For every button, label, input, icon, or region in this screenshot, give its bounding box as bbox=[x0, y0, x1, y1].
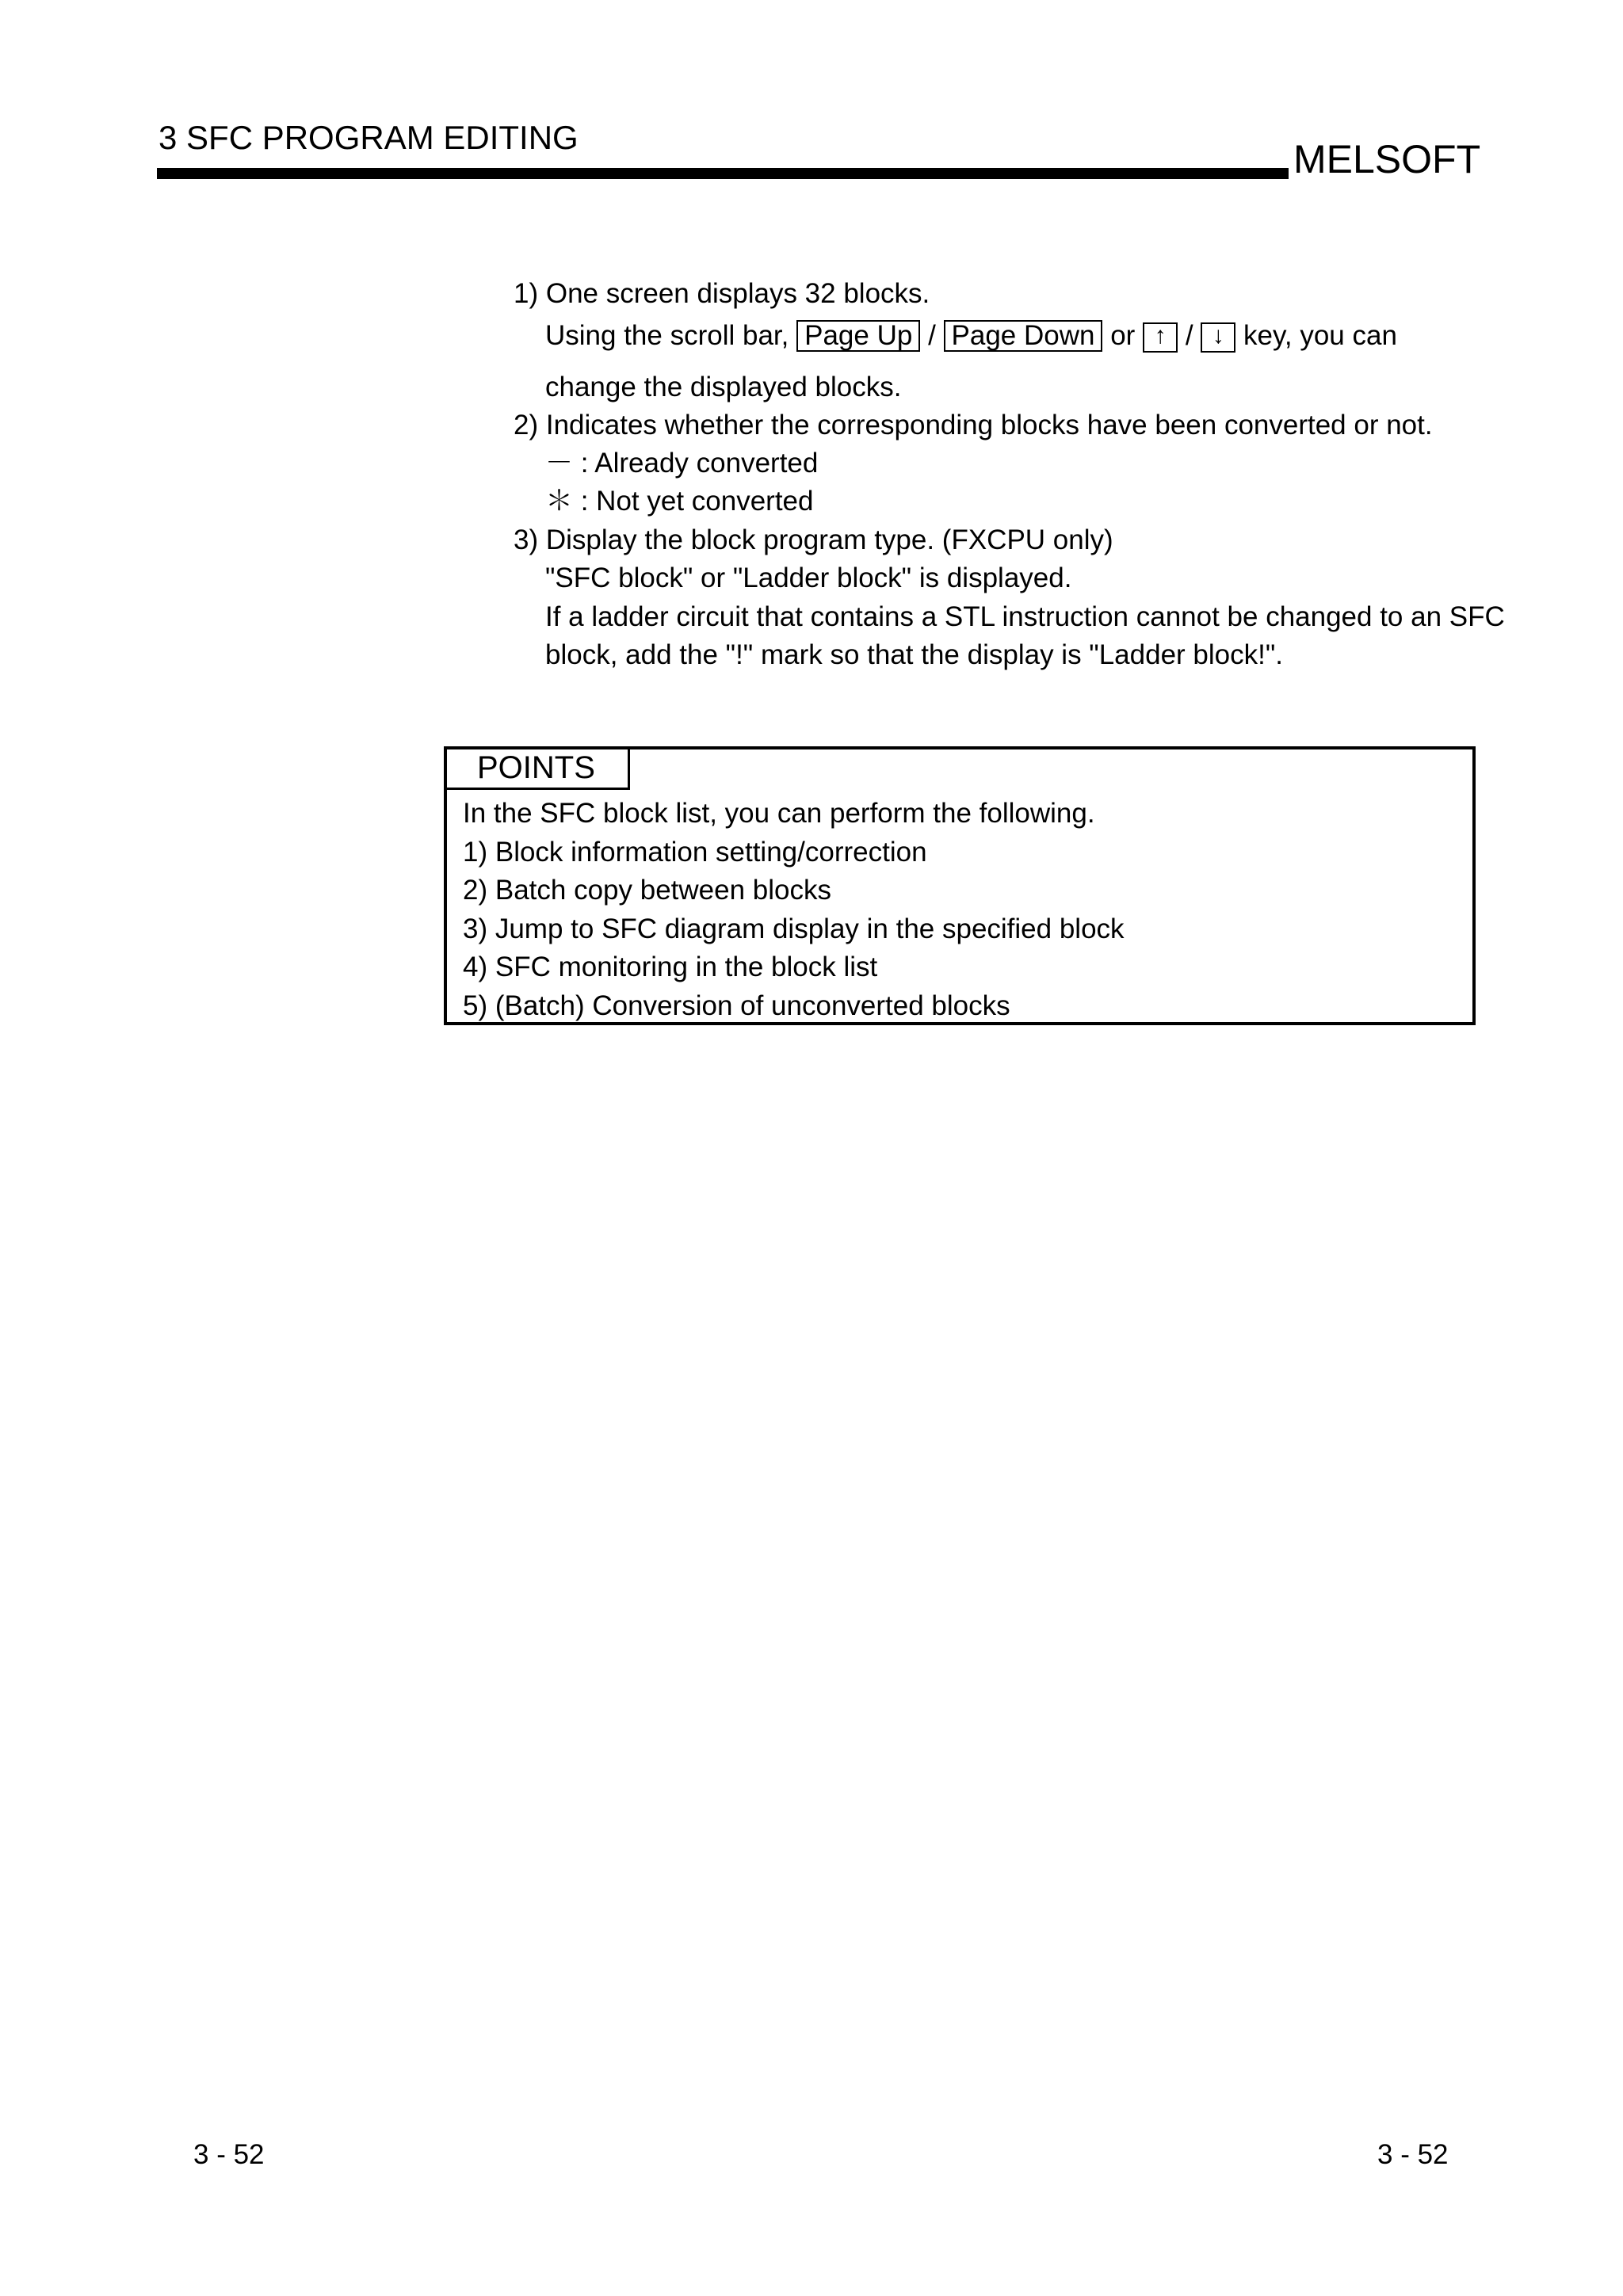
note-1-line-2 bbox=[545, 317, 1397, 355]
header-rule bbox=[157, 168, 1289, 179]
slash-separator: / bbox=[1185, 320, 1193, 351]
page-number-right: 3 - 52 bbox=[1377, 2139, 1449, 2170]
chapter-heading: 3 SFC PROGRAM EDITING bbox=[158, 119, 579, 156]
note-3-line-3: If a ladder circuit that contains a STL instruction cannot be changed to an SFC bbox=[545, 601, 1505, 632]
points-label: POINTS bbox=[477, 750, 595, 785]
or-text: or bbox=[1110, 320, 1136, 351]
note-1-prefix: Using the scroll bar, bbox=[545, 320, 789, 351]
down-arrow-key-icon: ↓ bbox=[1201, 322, 1235, 353]
note-2-line-2: － : Already converted bbox=[545, 448, 819, 479]
page-up-key: Page Up bbox=[796, 320, 920, 352]
points-intro: In the SFC block list, you can perform the following. bbox=[463, 798, 1095, 829]
note-1-line-1: 1) One screen displays 32 blocks. bbox=[514, 278, 930, 309]
page-number-left: 3 - 52 bbox=[193, 2139, 265, 2170]
note-1-suffix: key, you can bbox=[1243, 320, 1397, 351]
points-item: 3) Jump to SFC diagram display in the specified block bbox=[463, 913, 1125, 944]
note-3-line-1: 3) Display the block program type. (FXCPU only) bbox=[514, 524, 1113, 555]
points-item: 1) Block information setting/correction bbox=[463, 837, 927, 868]
note-3-line-4: block, add the "!" mark so that the display is "Ladder block!". bbox=[545, 639, 1284, 670]
note-2-line-1: 2) Indicates whether the corresponding blocks have been converted or not. bbox=[514, 410, 1433, 441]
points-item: 4) SFC monitoring in the block list bbox=[463, 952, 878, 982]
note-1-line-3: change the displayed blocks. bbox=[545, 372, 902, 402]
note-3-line-2: "SFC block" or "Ladder block" is displayed. bbox=[545, 563, 1072, 593]
slash-separator: / bbox=[928, 320, 936, 351]
points-item: 5) (Batch) Conversion of unconverted blocks bbox=[463, 990, 1010, 1021]
note-2-line-3: ＊ : Not yet converted bbox=[545, 486, 814, 517]
points-item: 2) Batch copy between blocks bbox=[463, 875, 831, 906]
page-down-key: Page Down bbox=[944, 320, 1103, 352]
brand-logo-text: MELSOFT bbox=[1293, 137, 1481, 181]
up-arrow-key-icon: ↑ bbox=[1143, 322, 1178, 353]
